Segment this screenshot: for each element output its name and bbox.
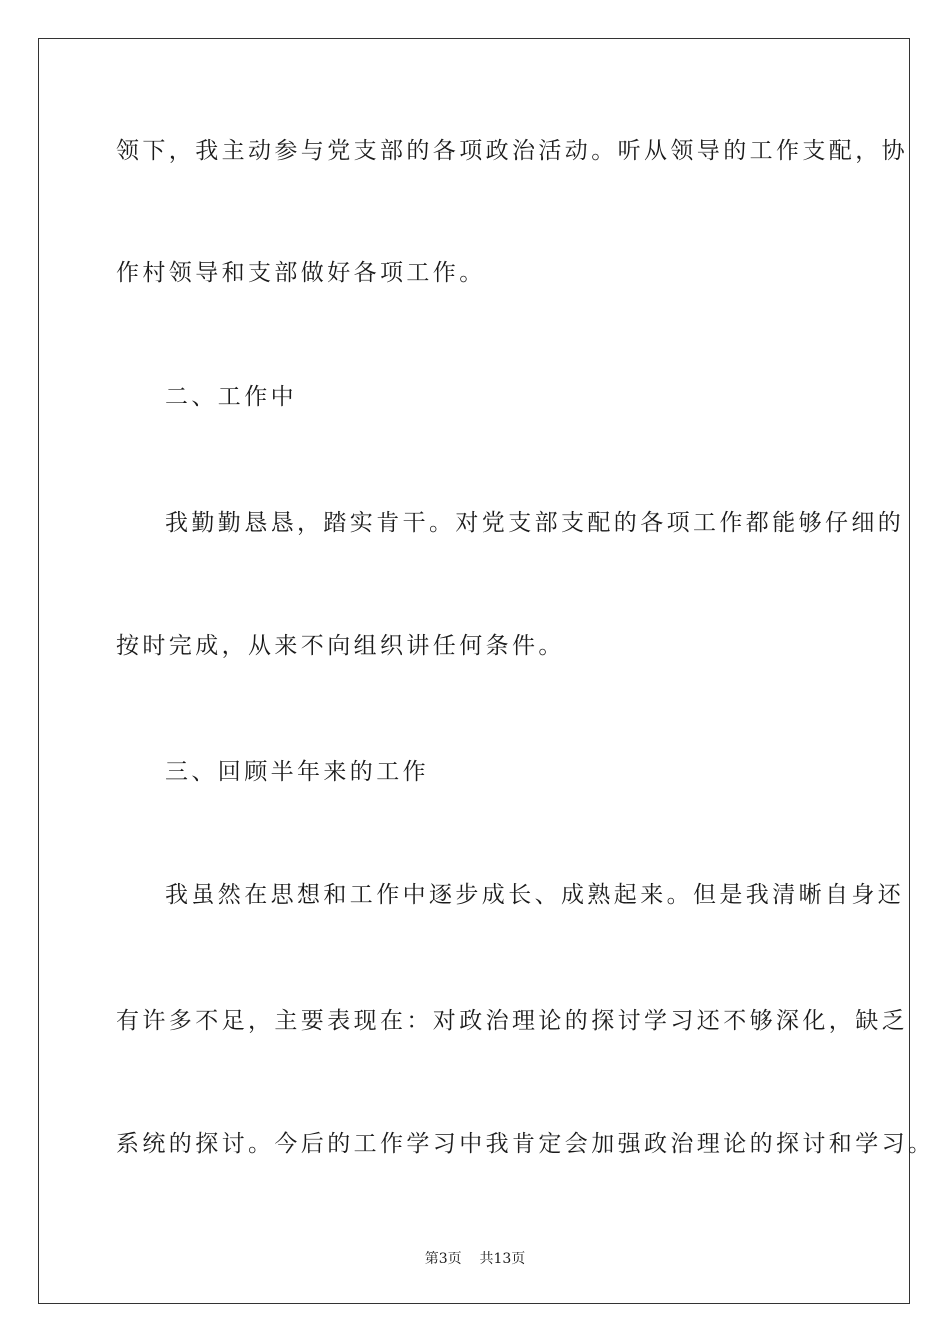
- paragraph-line-7: 系统的探讨。今后的工作学习中我肯定会加强政治理论的探讨和学习。: [116, 1131, 935, 1157]
- page-number-footer: 第3页 共13页: [424, 1251, 526, 1267]
- paragraph-line-2: 作村领导和支部做好各项工作。: [116, 260, 486, 286]
- paragraph-line-3: 我勤勤恳恳，踏实肯干。对党支部支配的各项工作都能够仔细的: [165, 510, 905, 536]
- paragraph-line-6: 有许多不足，主要表现在：对政治理论的探讨学习还不够深化，缺乏: [116, 1008, 908, 1034]
- paragraph-line-4: 按时完成，从来不向组织讲任何条件。: [116, 633, 565, 659]
- page-border: [38, 38, 910, 1304]
- section-heading-3: 三、回顾半年来的工作: [165, 759, 429, 785]
- paragraph-line-5: 我虽然在思想和工作中逐步成长、成熟起来。但是我清晰自身还: [165, 882, 905, 908]
- section-heading-2: 二、工作中: [165, 384, 297, 410]
- paragraph-line-1: 领下，我主动参与党支部的各项政治活动。听从领导的工作支配，协: [116, 138, 908, 164]
